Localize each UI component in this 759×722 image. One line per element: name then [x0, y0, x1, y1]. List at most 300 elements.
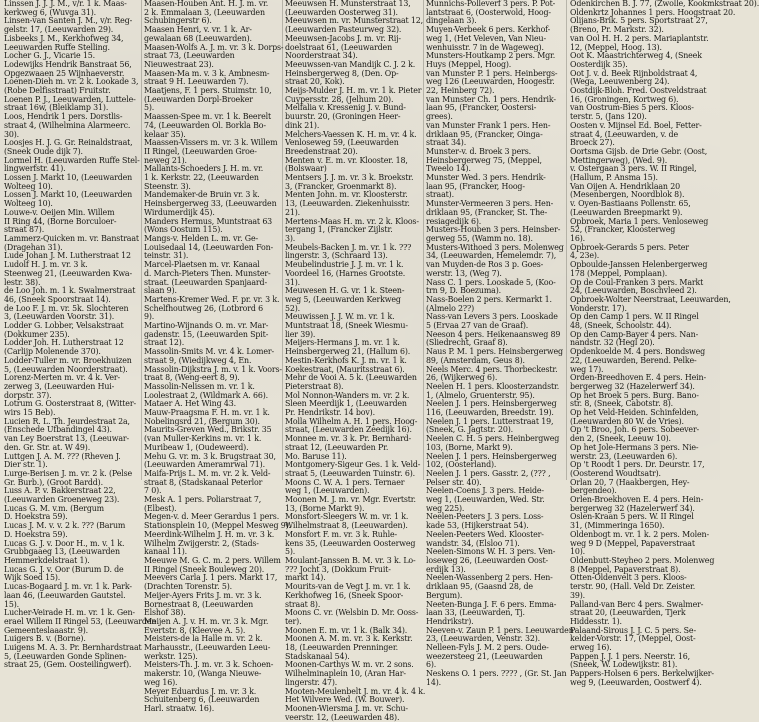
directory-entry-line: str. 8, (Sneek, Cabotstr. 8). [570, 399, 673, 409]
directory-entry-line: straat 25, (Gem. Oosteilingwerf). [4, 660, 132, 670]
directory-entry-line: den. Gr. Str. at. W 49). [4, 442, 91, 452]
directory-entry-line: Luigens M. A. 3. Pr. Bernhardstraat [4, 643, 142, 653]
directory-entry-line: Maatjens, F. 1 pers. Stuimstr. 10, [144, 86, 272, 96]
directory-entry-line: lingerstr. 47). [285, 677, 338, 687]
directory-entry-line: Neelen H. 1 pers. Kloosterzandstr. [426, 381, 560, 391]
directory-entry-line: de Loo Joh. m. 1 k. Swalmerstraat [4, 286, 136, 296]
directory-entry-line: slaan 9). [144, 286, 177, 296]
directory-entry-line: kelder-Vorstr. 17, (Meppel, Oost- [570, 634, 696, 644]
directory-entry-line: Op het Jole-Hermans 3 pers. Nie- [570, 442, 699, 452]
directory-entry-line: Munster-v. d. Broek 3 pers. [426, 146, 531, 156]
directory-entry-line: Muyen-Verbeek 6 pers. Kerkhof- [426, 25, 551, 35]
directory-column-1 [4, 0, 157, 670]
directory-entry-line: Koekestraat, (Mauritsstraat 6). [285, 364, 405, 374]
directory-entry-line: Neelen-Wassenberg 2 pers. Hen- [426, 573, 553, 583]
directory-entry-line: erdijk 13). [426, 564, 466, 574]
directory-entry-line: teinstr. 31). [144, 251, 189, 261]
directory-entry-line: ??? Jocht 3, (Dokkum Fruit- [285, 564, 391, 574]
directory-entry-line: Megen-v. d. Meer Gerardus 1 pers. [144, 512, 280, 522]
directory-entry-line: 102, (Oosterland). [426, 460, 497, 470]
directory-entry-line: Harl. straatw. 16). [144, 703, 215, 713]
directory-entry-line: Mol Nonnon-Wanders m. vr. 2 k. [285, 390, 410, 400]
directory-entry-line: 18, (Leeuwarden Prenninger. [285, 643, 398, 653]
directory-entry-line: resiagedijk 6). [426, 216, 482, 226]
directory-entry-line: (Hallum, P. Ansma 15). [570, 173, 658, 183]
directory-entry-line: Mandemaker-de Bruin vr. 3 k. [144, 190, 260, 200]
directory-entry-line: Nass C. 1 pers. Looskade 5, (Koo- [426, 277, 556, 287]
directory-entry-line: (Drachten Torenstr. 5). [144, 582, 233, 592]
directory-entry-line: 23, (Leeuwarden, Venstr. 32). [426, 634, 540, 644]
directory-entry-line: (Leeuwarden Groeneweg 23). [4, 495, 120, 505]
directory-entry-line: straat 20, Kok). [285, 77, 345, 87]
directory-entry-line: makerstr. 10, (Wanga Nieuwe- [144, 669, 262, 679]
directory-entry-line: lingerstr. 3, (Schraard 13). [285, 251, 388, 261]
directory-entry-line: II Ringel, (Leeuwarden Groe- [144, 146, 257, 156]
directory-entry-line: straat 12, (Leeuwarden Pr. [285, 442, 389, 452]
directory-entry-line: Mallants-Schoeders J. H. m. vr. [144, 164, 264, 174]
directory-entry-line: Mestin-Kerkhofs K. J. m. vr. 1 k. [285, 355, 407, 365]
directory-entry-line: straat 9, (Wiedijkweg 4, En. [144, 355, 252, 365]
directory-entry-line: Martens-Kremer Wed. F. pr. vr. 3 k. [144, 294, 280, 304]
directory-entry-line: Loos, Hendrik 1 pers. Dorstlis- [4, 112, 123, 122]
directory-entry-line: Meeuwsen-Jacobs J. m. vr. Rij- [285, 33, 401, 43]
directory-entry-line: Cuypersstr. 28, (Jelhum 20). [285, 94, 394, 104]
directory-entry-line: tergang 1, (Francker Zijlstr. [285, 225, 393, 235]
directory-entry-line: (Leeuwarden Dorpl-Broeker [144, 94, 253, 104]
directory-entry-line: Oortsma Gijsb. de Drie Gebr. (Oost, [570, 146, 708, 156]
directory-entry-line: 26, (Wijkerweg 6). [426, 373, 498, 383]
directory-entry-line: Mourits-van de Vegt J. m. vr. 1 k. [285, 582, 411, 592]
directory-entry-line: gadenstr. 15, (Leeuwarden Spit- [144, 329, 269, 339]
directory-entry-line: Menten v. E. m. vr. Klooster. 18, [285, 155, 408, 165]
directory-entry-line: Maifa-Prijs L. M. m. vr. 2 k. Veld- [144, 468, 271, 478]
directory-entry-line: neweg 21). [144, 155, 187, 165]
directory-entry-line: Louisedaal 14, (Leeuwarden Fon- [144, 242, 274, 252]
directory-entry-line: Wilhelmstraat 8, (Leeuwarden). [285, 521, 408, 531]
directory-entry-line: zerweg 3, (Leeuwarden Hui- [4, 381, 115, 391]
directory-entry-line: straat 16w, (Bleiklamp 31). [4, 103, 109, 113]
directory-entry-line: Oldenbutt-Steyheo 2 pers. Molenweg [570, 556, 715, 565]
directory-entry-line: Meerdink-Wilhelm J. H. m. vr. 3 k. [144, 529, 275, 539]
directory-entry-line: weg 16). [144, 677, 178, 687]
directory-entry-line: Neelen-Simons W. H. 3 pers. Ven- [426, 547, 556, 557]
directory-entry-line: markt 14). [285, 573, 326, 583]
directory-entry-line: 31). [285, 277, 301, 287]
directory-entry-line: Nobelingsrd 21, (Bergum 30). [144, 416, 260, 426]
directory-entry-line: Evertstr. 8, (Kleevee A. 5). [144, 625, 246, 635]
directory-entry-line: (Dragehan 31). [4, 242, 63, 252]
directory-entry-line: Steenweg 21, (Leeuwarden Kwa- [4, 268, 132, 278]
directory-entry-line: dorpstr. 37). [4, 390, 52, 400]
directory-entry-line: 103, (Borne, Markt 9). [426, 442, 513, 452]
directory-entry-line: laan 95, (Francker, Hoog- [426, 181, 525, 191]
directory-entry-line: Moons C. vr. (Welsbin D. Mr. Ooss- [285, 608, 419, 618]
directory-entry-line: Massolin-Nelissen m. vr. 1 k. [144, 381, 255, 391]
directory-entry-line: Schubingerstr 6). [144, 16, 212, 26]
directory-entry-line: Moonen-Carthys W. m. vr. 2 sons. [285, 660, 414, 670]
directory-entry-line: 31, (Mimmeringa 1650). [570, 521, 665, 531]
directory-entry-line: 5). [285, 547, 296, 557]
directory-entry-line: Nieuwestraat 23). [144, 59, 214, 69]
directory-entry-line: D. Hoekstra 59). [4, 512, 68, 522]
directory-entry-line: 24, (Leeuwarden, Boschvleed 2). [570, 286, 697, 296]
directory-entry-line: Melchers-Vaessen K. H. m. vr. 4 k. [285, 129, 417, 139]
directory-entry-line: Dier str. 1). [4, 460, 48, 470]
directory-entry-line: Meisters-de la Halle m. vr. 2 k. [144, 634, 263, 644]
directory-entry-line: Huys (Meppel, Hoog). [426, 59, 512, 69]
directory-entry-line: 9). [144, 312, 155, 322]
directory-entry-line: Munster-Vermeeren 3 pers. Hen- [426, 199, 554, 209]
directory-entry-line: weezersteeg 21, (Leeuwarden [426, 651, 543, 661]
directory-entry-line: straat). [426, 190, 454, 200]
directory-entry-line: loseweg 26, (Leeuwarden Oost- [426, 556, 549, 565]
directory-entry-line: straat 73, (Leeuwarden [144, 51, 235, 61]
directory-entry-line: Heinsbergerweg 8, (Den. Op- [285, 68, 399, 78]
directory-entry-line: van Muyden-de Ros 3 p. Goes- [426, 260, 544, 270]
directory-entry-line: Meijen A. J. v. H. m. vr. 3 k. Mgr. [144, 616, 269, 626]
directory-entry-line: straat 4, (Wilhelmina Alarmeerc. [4, 120, 131, 130]
directory-entry-line: Muribeaw 1, (Oudeweerd). [144, 442, 249, 452]
directory-entry-line: veerstr. 12, (Leeuwarden 48). [285, 712, 400, 722]
directory-entry-line: Munsters-Houtkamp 2 pers. Mgr. [426, 51, 556, 61]
directory-entry-line: 6). [426, 660, 437, 670]
directory-entry-line: Op 't Roodt 1 pers. Dr. Deurstr. 17, [570, 460, 705, 470]
directory-entry-line: Wolteeg 10). [4, 199, 53, 209]
directory-entry-line: D. Hoekstra 59). [4, 529, 68, 539]
directory-entry-line: Meijs-Mulder J. H. m. vr. 1 k. Pieter [285, 86, 422, 96]
directory-entry-line: 3). [285, 233, 296, 243]
directory-entry-line: Maasen-Ma m. v. 3 k. Ambnesm- [144, 68, 270, 78]
column-rule [423, 0, 424, 480]
directory-entry-line: van Munster Ch. 1 pers. Hendrik- [426, 94, 556, 104]
directory-entry-line: straat 87). [4, 225, 45, 235]
directory-entry-line: straat 4, (Leeuwarden, v. de [570, 129, 678, 139]
directory-entry-line: 5 (Ervaa 27 van de Graaf). [426, 321, 529, 331]
directory-entry-line: Palaand-Sirous J. J. C. 5 pers. Se- [570, 625, 696, 635]
directory-entry-line: 15). [4, 599, 20, 609]
directory-entry-line: Heinsbergerweg 33, (Leeuwarden [144, 199, 277, 209]
directory-entry-line: erael Willem II Ringel 53, (Leeuwarden [4, 616, 157, 626]
directory-entry-line: Meijers-Hermans J. m. vr. 1 k. [285, 338, 400, 348]
directory-entry-line: weg 5, (Leeuwarden Kerkweg [285, 294, 401, 304]
directory-entry-line: 5, (Leeuwarden Gonde Splinen- [4, 651, 127, 661]
directory-entry-line: laan 33, (Leeuwarden, Tj. [426, 608, 525, 618]
directory-entry-line: terstr. 90, (Hall. Veld Dr. Zeister. [570, 582, 696, 592]
directory-entry-line: Muntstraat 18, (Sneek Wiesmu- [285, 321, 408, 331]
directory-entry-line: Bornestraat 8, (Leeuwarden [144, 599, 254, 609]
directory-entry-line: dink 21). [285, 120, 320, 130]
directory-entry-line: Op den Camp 1 pers. W. II Ringel [570, 312, 699, 322]
directory-entry-line: kanaal 11). [144, 547, 187, 557]
directory-column-4 [426, 0, 574, 687]
directory-entry-line: Loenen-Dieh m. vr. 2 k. Lookade 3, [4, 77, 139, 87]
directory-entry-line: Luigers B. v. (Borne). [4, 634, 86, 644]
directory-entry-line: 21). [285, 207, 301, 217]
directory-entry-line: Oldenbogt m. vr. 1 k. 2 pers. Molen- [570, 529, 709, 539]
directory-entry-line: kade 53, (Hijkerstraat 54). [426, 521, 529, 531]
directory-entry-line: Munnichs-Polleverf 3 pers. P. Pot- [426, 0, 556, 8]
directory-entry-line: Martino-Wijnands O. m. vr. Mar- [144, 321, 269, 331]
directory-entry-line: Neels Merc. 4 pers. Thorbeckestr. [426, 364, 558, 374]
directory-entry-line: van Ool H. H. 2 pers. Mariaplantstr. [570, 33, 709, 43]
directory-entry-line: wirs 15 Beb). [4, 408, 56, 418]
directory-entry-line: 3, (Leeuwarden Voorstr. 31). [4, 312, 115, 322]
column-rule [566, 0, 567, 480]
directory-entry-line: Lucher-Veirade H. m. vr. 1 k. Gen- [4, 608, 135, 618]
directory-entry-line: Moulant-Janssen B. M. vr. 3 k. Lo- [285, 556, 416, 565]
directory-entry-line: Meyer Eduardus J. m. vr. 3 k. [144, 686, 257, 696]
directory-entry-line: 22, Heinberg 72). [426, 86, 495, 96]
directory-entry-line: straat 12). [144, 338, 185, 348]
directory-entry-line: Maasen-Wolfs A. J. m. vr. 3 k. Dorps- [144, 42, 284, 52]
directory-entry-line: 13, (Leeuwarden. Ziekenhuisstr. [285, 199, 410, 209]
directory-entry-line: Pr. Hendrikstr. 14 bov). [285, 408, 375, 418]
directory-entry-line: dingelaan 3). [426, 16, 477, 26]
directory-entry-line: Lossen J. Markt 10, (Leeuwarden [4, 173, 133, 183]
directory-entry-line: Moonen A. M. m. vr. 3 k. Kerkstr. [285, 634, 413, 644]
directory-entry-line: 16, (Groningen, Kortweg 6). [570, 94, 679, 104]
directory-entry-line: Vonderstr. 17). [570, 303, 627, 313]
directory-entry-line: 1 k. Kerkstr. 22, (Leeuwarden [144, 173, 259, 183]
directory-entry-line: Maasen Henri, v. vr. 1 k. Ar- [144, 25, 252, 35]
directory-entry-line: Heinsbergerweg 75, (Meppel, [426, 155, 542, 165]
directory-entry-line: Op den Camp-Bayer 4 pers. Nan- [570, 329, 699, 339]
directory-entry-line: Op het Veld-Heiden. Schinfelden, [570, 408, 699, 418]
directory-entry-line: Oostdijk-Bloh. Fred. Oostveldstraat [570, 86, 707, 96]
directory-entry-line: Hemmerkdelstraat 1). [4, 556, 90, 565]
directory-entry-line: Gemeenteslaaastr. 9). [4, 625, 89, 635]
directory-entry-line: Voordeel 16, (Harnes Grootste. [285, 268, 406, 278]
directory-entry-line: 178 (Meppel, Pomplaan). [570, 268, 668, 278]
directory-entry-line: Venloseweg 59, (Leeuwarden [285, 138, 399, 148]
directory-entry-line: 52). [285, 303, 301, 313]
directory-entry-line: Meevers Carla J. 1 pers. Markt 17, [144, 573, 278, 583]
directory-entry-line: Massolin-Smits M. vr. 4 k. Lomer- [144, 347, 274, 357]
directory-entry-line: 3, (Francker, Groenmarkt 8). [285, 181, 397, 191]
directory-entry-line: Olijans-Brik. 5 pers. Sportstraat 27, [570, 16, 708, 26]
directory-entry-line: lier 39). [285, 329, 316, 339]
directory-entry-line: terstr. 5, (Jans 120). [570, 112, 647, 122]
directory-entry-line: werkstr. 125). [144, 651, 198, 661]
directory-entry-line: bergendeo). [570, 486, 617, 496]
directory-entry-line: Wilhelminaplein 10, (Aran Har- [285, 669, 406, 679]
directory-entry-line: Neelen J. 1 pers. Gasstr. 2, (??? , [426, 468, 551, 478]
directory-entry-line: Broeck 27). [570, 138, 615, 148]
directory-entry-line: Stadskanaal 54). [285, 651, 350, 661]
directory-entry-line: kens 35, (Leeuwarden Oosterweg [285, 538, 416, 548]
directory-entry-line: straat 20, (Leeuwarden, Tjerk [570, 608, 686, 618]
directory-entry-line: II Ringel (Sneek Bouleweg 20). [144, 564, 265, 574]
directory-entry-line: Musters-Withoed 3 pers. Molenweg [426, 242, 564, 252]
directory-entry-line: weg 1, (Het Veleven, Van Nieu- [426, 33, 547, 43]
directory-entry-line: Pappers-Holsen 6 pers. Berkelwijker- [570, 669, 714, 679]
directory-entry-line: Lucas G. J. v. Door H., m. v. 1 k. [4, 538, 125, 548]
directory-entry-line: Noorderstraat 34). [285, 51, 358, 61]
directory-entry-line: Mangs-v. Helden L. m. vr. Ge- [144, 233, 258, 243]
directory-entry-line: Orlan 20, 7 (Haakbergen, Hey- [570, 477, 690, 487]
directory-entry-line: werstr. 13, (Weg 7). [426, 268, 502, 278]
directory-entry-line: lantstraat 6, (Oosterwold, Hoog- [426, 7, 551, 17]
directory-entry-line: wandstr. 34, (Elsloo 71). [426, 538, 520, 548]
directory-entry-line: 46, (Sneek Spoorstraat 14). [4, 294, 111, 304]
directory-entry-line: (Sneek Oude dijk 7). [4, 146, 83, 156]
directory-entry-line: Heinsbergerweg 21, (Hallum 6). [285, 347, 411, 357]
directory-entry-line: (Enschede Ufbandingel 43). [4, 425, 112, 435]
directory-entry-line: Schuitenberg 6, (Leeuwarden [144, 695, 260, 705]
directory-entry-line: Op de Coul-Franken 3 pers. Markt [570, 277, 704, 287]
directory-entry-line: Luttgen J. A. M. ??? (Rheven J. [4, 451, 121, 461]
directory-entry-line: 10). [570, 547, 586, 557]
directory-entry-line: 7 0). [144, 486, 162, 496]
directory-entry-line: II Ring 44, (Borne Borculoer- [4, 216, 117, 226]
directory-entry-line: driklaan 95, (Gaasnd 28, de [426, 582, 533, 592]
directory-entry-line: Monsfort-Sleegers W. m. vr. 1 k. [285, 512, 409, 522]
directory-entry-line: Musters-Houben 3 pers. Heinsber- [426, 225, 561, 235]
directory-entry-line: Linssen J. J. J. M., v/r. 1 k. Maas- [4, 0, 127, 8]
directory-entry-line: (Leeuwarden Breepmarkt 9). [570, 207, 683, 217]
directory-entry-line: werstr. 23, (Leeuwarden 6). [570, 451, 678, 461]
directory-entry-line: Lodewijks Hendrik Banstraat 56, [4, 59, 132, 69]
directory-entry-line: (Mesenbergen, Noordblok 8). [570, 190, 685, 200]
directory-entry-line: Op 't Broo, Joh. 6 pers. Sobeever- [570, 425, 700, 435]
directory-entry-line: van Munster P. 1 pers. Heinbergs- [426, 68, 558, 78]
directory-entry-line: Wijk Soed 15). [4, 573, 61, 583]
directory-entry-line: 4, 23e). [570, 251, 600, 261]
directory-entry-line: Luss A. P. v. Bakkerstraat 22, [4, 486, 116, 496]
directory-entry-line: Loosjes H. J. G. Gr. Reinaldstraat, [4, 138, 133, 148]
directory-entry-line: Locher G. J., Vicarie 15. [4, 51, 96, 61]
directory-entry-line: Lisbeeks J. M., Kerkhofweg 34, [4, 33, 124, 43]
directory-entry-line: 34, (Leeuwarden, Hemelemdr. 7), [426, 251, 557, 261]
directory-entry-line: traat 8, (Weng-eert 8, 9). [144, 373, 240, 383]
directory-entry-line: v. Oyen-Bastiaans Pollenstr. 65, [570, 199, 691, 209]
directory-entry-line: den 2, (Sneek, Leeuw 10). [570, 434, 671, 444]
directory-entry-line: Neelen-Peeters Wed. Klooster- [426, 529, 544, 539]
directory-entry-line: Wolteeg 10). [4, 181, 53, 191]
directory-entry-line: Otten-Oldenvelt 3 pers. Kloos- [570, 573, 687, 583]
directory-entry-line: doelstraat 61, (Leeuwarden [285, 42, 393, 52]
directory-entry-line: (Oosterend Woudtsatr). [570, 468, 661, 478]
directory-entry-line: wenhuisstr. 7 in de Wageweg). [426, 42, 544, 52]
directory-entry-line: (Wons Oostum 115). [144, 225, 223, 235]
directory-entry-line: Pappen J. J. 1 pers. Neerstr. 16, [570, 651, 690, 661]
directory-entry-line: Schelfhoutweg 26, (Lotbrord 6 [144, 303, 263, 313]
directory-entry-line: Meubels-Backen J. m. vr. 1 k. ??? [285, 242, 412, 252]
directory-entry-line: v. Ostergaan 3 pers. W. II Ringel, [570, 164, 697, 174]
directory-entry-line: d. March-Pieters Then. Munster- [144, 268, 271, 278]
directory-entry-line: nandstr. 32 (Hegl 20). [570, 338, 655, 348]
directory-entry-line: Linsen-van Santen J. M., v/r. Reg- [4, 16, 133, 26]
directory-entry-line: 12, (Meppel, Hoog. 13). [570, 42, 662, 52]
directory-entry-line: Opgezwaaen 25 Wijnhaeverstr. [4, 68, 125, 78]
directory-entry-line: Lurge-Berisen J. m. vr. 2 k. (Pelse [4, 468, 133, 478]
directory-entry-line: Mooten-Meulenbelt J. m. vr. 4 k. 4 k. [285, 686, 426, 696]
directory-entry-line: 2 k. Emmalaan 3, (Leeuwarden [144, 7, 265, 17]
directory-entry-line: (Wega, Leeuwenberg 24). [570, 77, 670, 87]
directory-entry-line: Breedenstraat 20). [285, 146, 358, 156]
directory-entry-line: Hendrikstr). [426, 616, 474, 626]
column-rule [282, 0, 283, 480]
directory-entry-line: Opbroek-Wolter Neerstraat, Leeuwarden, [570, 294, 731, 304]
directory-entry-line: straat 5, (Leeuwarden Tuinstr. 6). [285, 468, 415, 478]
directory-entry-line: 8 (Meppel, Papaverstraat 8). [570, 564, 681, 574]
directory-entry-line: (Almelo 2??) [426, 303, 474, 313]
directory-entry-line: Neeven-v. Zaun P. 1 pers. Leeuwarden [426, 625, 574, 635]
directory-entry-line: straat 8). [285, 599, 321, 609]
directory-entry-line: Marcel-Plaetsen m. vr. Kanaal [144, 260, 260, 270]
directory-entry-line: Moons C. W. A. 1 pers. Ternaer [285, 477, 405, 487]
directory-entry-line: 14). [426, 677, 442, 687]
directory-entry-line: Monsfort F. m. vr. 3 k. Ruhle- [285, 529, 398, 539]
directory-entry-line: Maasen-Houben Ant. H. J. m. vr. [144, 0, 269, 8]
directory-entry-line: straat, (Leeuwarden Zeedijk 16). [285, 425, 412, 435]
directory-entry-line: Neeten-Bunga J. F. 6 pers. Emma- [426, 599, 557, 609]
directory-entry-line: 89, (Amsterdam, Geus 8). [426, 355, 525, 365]
directory-entry-line: Lucas J. M. v. v. 2 k. ??? (Barum [4, 521, 126, 531]
directory-entry-line: Meijer-Ayers Frits J. m. vr. 3 k. [144, 590, 262, 600]
directory-entry-line: 39). [570, 590, 586, 600]
directory-entry-line: Opboulde-Janssen Helenbergerweg [570, 260, 708, 270]
directory-entry-line: kerkweg 6, (Wuvga 31). [4, 7, 97, 17]
directory-entry-line: straat 8, (Stadskanaal Peterlor [144, 477, 263, 487]
directory-entry-line: (Robe Delfisstraat) Fruitstr. [4, 86, 111, 96]
directory-entry-line: driklaan 95, (Francker, Oinga- [426, 129, 543, 139]
directory-entry-line: Neeson 4 pers. Heikenaansweg 89 [426, 329, 561, 339]
directory-entry-line: Lodder G. Lobber, Velsakstraat [4, 321, 124, 331]
directory-entry-line: Tweelo 14). [426, 164, 471, 174]
directory-entry-line: erweg 16). [570, 643, 612, 653]
directory-entry-line: (Leeuwarden 80 W. de Vries). [570, 416, 684, 426]
directory-entry-line: Montgomery-Sigeur Ges. 1 k. Veld- [285, 460, 421, 470]
directory-entry-line: Meisters-Th. J. m. vr. 3 k. Schoen- [144, 660, 274, 670]
directory-entry-line: Lucas-Bogaard J. m. vr. 1 k. Park- [4, 582, 132, 592]
directory-entry-line: Oot K. Maastrichterweg 4, (Sneek [570, 51, 702, 61]
directory-entry-line: Mertens-Maas H. m. vr. 2 k. Kloos- [285, 216, 419, 226]
directory-entry-line: Lucas G. M. v.m. (Bergum [4, 503, 104, 513]
directory-entry-line: weg 9 D (Meppel, Papaverstraat [570, 538, 695, 548]
directory-entry-line: weg 1, (Leeuwarden). [285, 486, 370, 496]
directory-entry-line: Monnee m. vr. 3 k. Pr. Bernhard- [285, 434, 412, 444]
directory-entry-line: Lucas G. J. v. Oor (Burum D. de [4, 564, 124, 574]
directory-entry-line: Neelen J. 1 pers. Heinsbergerweg [426, 399, 557, 409]
directory-entry-line: grees). [426, 112, 453, 122]
directory-entry-line: (Sneek, G. Jagtstr. 20). [426, 425, 513, 435]
directory-entry-line: Meeuwsen m. vr. Munsterstraat 12, [285, 16, 424, 26]
directory-entry-line: Naus P. M. 1 pers. Heinsbergerweg [426, 347, 563, 357]
directory-entry-line: Gr. Burb.), (Groot Bardd). [4, 477, 103, 487]
directory-entry-line: Nass-van Levers 3 pers. Looskade [426, 312, 558, 322]
directory-column-5 [570, 0, 759, 687]
directory-entry-line: Manders Hermus, Muntstraat 63 [144, 216, 273, 226]
directory-entry-line: (Sneek, W. Lodewijkstr. 81). [570, 660, 678, 670]
directory-entry-line: Molla Wilhelm A. H. 1 pers. Hoog- [285, 416, 418, 426]
directory-entry-line: Op het Broek 5 pers. Burg. Bano- [570, 390, 699, 400]
directory-entry-line: Lammerz-Quicken m. vr. Banstraat [4, 233, 139, 243]
directory-entry-line: laan 95, (Francker, Oostersi- [426, 103, 537, 113]
directory-entry-line: (Leeuwarden Oosterweg 31). [285, 7, 398, 17]
directory-entry-line: Meubelindustrie J. J. m. vr. 1 k. [285, 260, 404, 270]
directory-entry-line: (Dokkumer 235). [4, 329, 70, 339]
directory-entry-line: Wirdumerdijk 45). [144, 207, 215, 217]
directory-entry-line: Neelen J. 1 pers. Heinsbergerweg [426, 451, 557, 461]
directory-entry-line: Mesk A. 1 pers. Poliarstraat 7, [144, 495, 262, 505]
directory-entry-line: 30). [4, 129, 20, 139]
directory-entry-line: (Leeuwarden Ameramrwal 71). [144, 460, 265, 470]
directory-entry-line: Orden-Breedhoven E. 4 pers. Hein- [570, 373, 706, 383]
directory-entry-line: Neelen-Coens J. 3 pers. Heide- [426, 486, 544, 496]
directory-entry-line: Lormel H. (Leeuwarden Ruffe Stel- [4, 155, 140, 165]
directory-entry-line: Lodder-Tuller m. vr. Broekhuizen [4, 355, 132, 365]
